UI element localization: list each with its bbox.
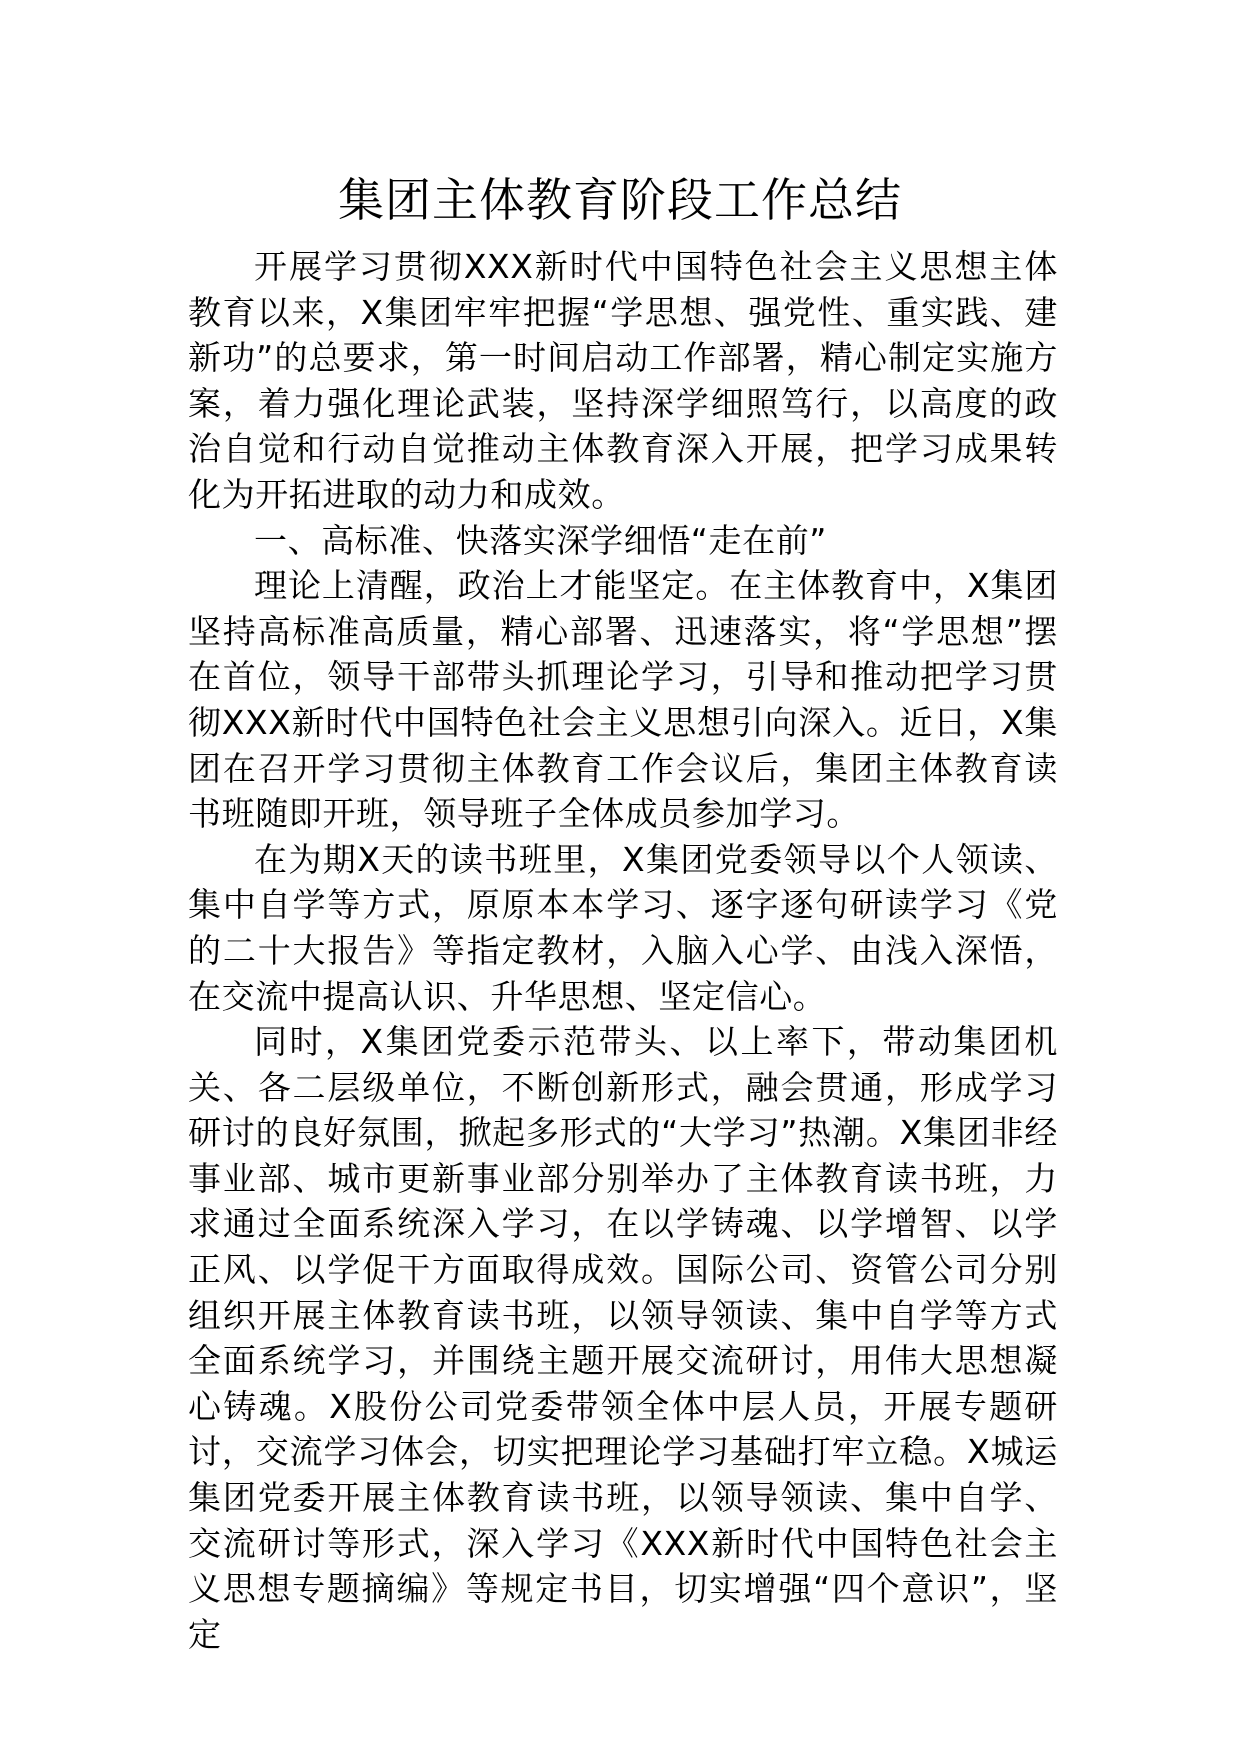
body-paragraph: 在为期X天的读书班里，X集团党委领导以个人领读、集中自学等方式，原原本本学习、逐字逐句研读学习《党的二十大报告》等指定教材，入脑入心学、由浅入深悟，在交流中提高认识、升华思想、坚定信心。 [188, 839, 1058, 1016]
section-heading-1: 一、高标准、快落实深学细悟“走在前” [254, 520, 827, 560]
intro-paragraph: 开展学习贯彻XXX新时代中国特色社会主义思想主体教育以来，X集团牢牢把握“学思想、强党性、重实践、建新功”的总要求，第一时间启动工作部署，精心制定实施方案，着力强化理论武装，坚持深学细照笃行，以高度的政治自觉和行动自觉推动主体教育深入开展，把学习成果转化为开拓进取的动力和成效。 [188, 247, 1058, 514]
document-title: 集团主体教育阶段工作总结 [338, 173, 902, 227]
body-paragraph: 理论上清醒，政治上才能坚定。在主体教育中，X集团坚持高标准高质量，精心部署、迅速落实，将“学思想”摆在首位，领导干部带头抓理论学习，引导和推动把学习贯彻XXX新时代中国特色社会主义思想引向深入。近日，X集团在召开学习贯彻主体教育工作会议后，集团主体教育读书班随即开班，领导班子全体成员参加学习。 [188, 566, 1058, 834]
body-paragraph: 同时，X集团党委示范带头、以上率下，带动集团机关、各二层级单位，不断创新形式，融会贯通，形成学习研讨的良好氛围，掀起多形式的“大学习”热潮。X集团非经事业部、城市更新事业部分别举办了主体教育读书班，力求通过全面系统深入学习，在以学铸魂、以学增智、以学正风、以学促干方面取得成效。国际公司、资管公司分别组织开展主体教育读书班，以领导领读、集中自学等方式全面系统学习，并围绕主题开展交流研讨，用伟大思想凝心铸魂。X股份公司党委带领全体中层人员，开展专题研讨，交流学习体会，切实把理论学习基础打牢立稳。X城运集团党委开展主体教育读书班，以领导领读、集中自学、交流研讨等形式，深入学习《XXX新时代中国特色社会主义思想专题摘编》等规定书目，切实增强“四个意识”，坚定 [188, 1022, 1058, 1654]
document-body [188, 244, 1058, 1657]
